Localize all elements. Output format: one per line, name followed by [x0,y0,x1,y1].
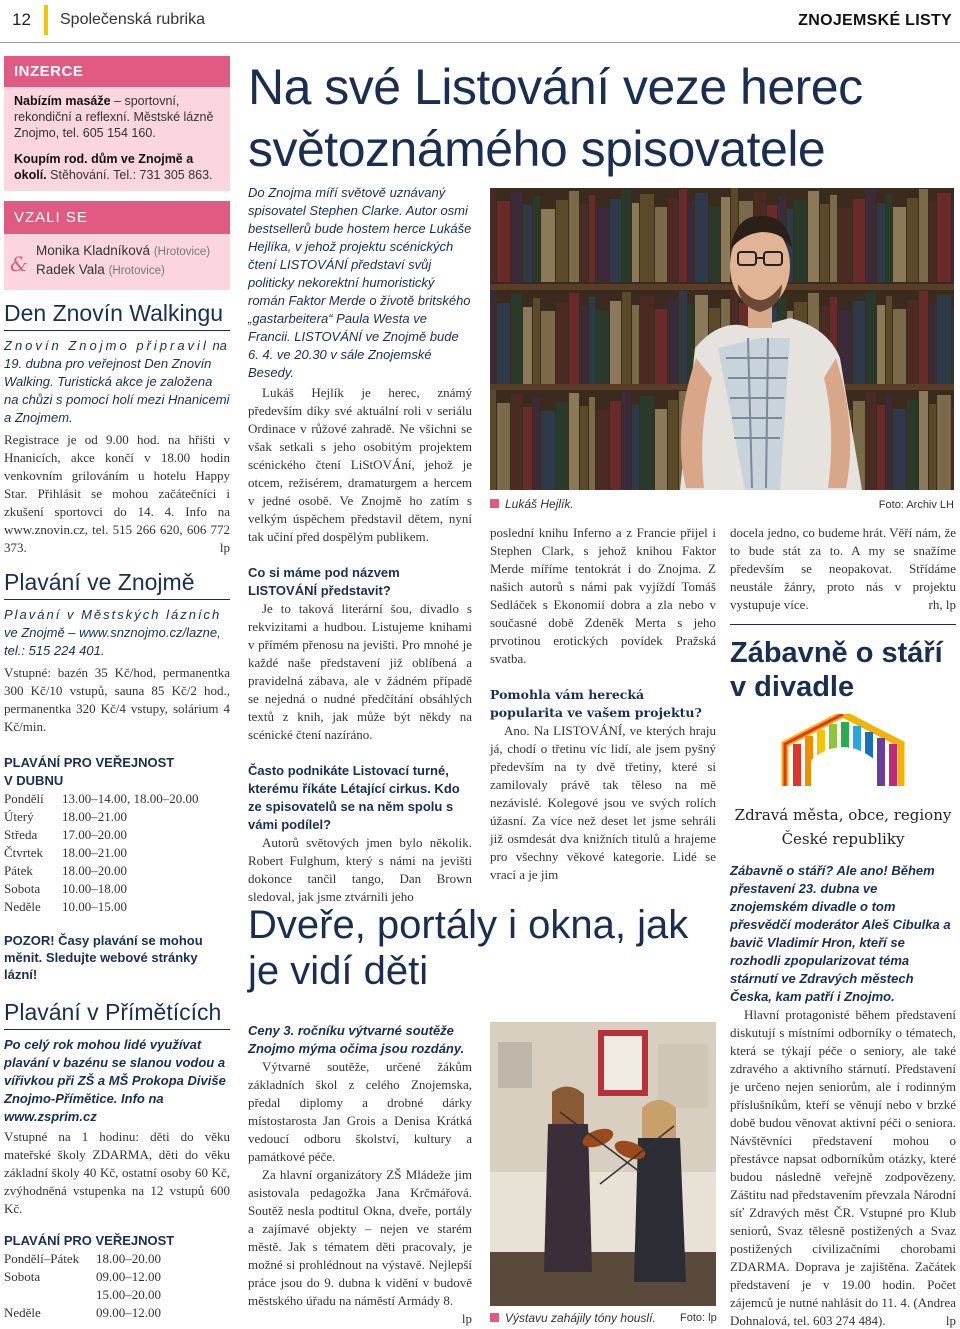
schedule-row: Středa 17.00–20.00 [4,827,127,842]
book-spine [655,207,667,282]
zabavne-lead: Zábavně o stáří? Ale ano! Během přestavení 23. dubna ve znojemském divadle o tom přesvědčí moderátor Aleš Cibulka a bavič Vladimír Hron, kteří se rozhodli zpopularizovat téma stárnutí ve Zdravých městech Česka, kam patří i Znojmo. [730,863,951,1004]
book-spine [610,301,621,384]
book-spine [511,394,522,490]
book-spine [523,307,532,384]
book-spine [655,309,667,384]
ampersand-icon: & [10,252,28,276]
schedule-row: Sobota 09.00–12.00 [4,1269,161,1284]
book-spine [893,207,906,282]
book-spine [808,191,819,282]
book-spine [490,290,496,384]
article1-column-2 [490,524,716,884]
book-spine [794,200,807,282]
schedule-title: PLAVÁNÍ PRO VEŘEJNOST [4,1233,175,1248]
healthy-cities-logo [730,714,956,854]
book-spine [640,396,654,490]
vzali-se-heading: VZALI SE [4,201,230,234]
rubric-title: Společenská rubrika [60,11,205,28]
book-spine [533,298,540,384]
caption-marker-icon [490,499,499,508]
book-spine [497,303,510,384]
book-spine [541,209,555,282]
zabavne-text [730,862,956,1329]
book-spine [919,189,928,282]
book-spine [877,305,885,384]
article1-title: Na své Listování veze herec světoznámého spisovatele [248,59,863,177]
book-spine [569,191,579,282]
book-spine [580,306,588,384]
article2-title: Dveře, portály i okna, jak je vidí děti [248,903,689,993]
book-spine [893,309,906,384]
book-spine [695,193,708,282]
interview-question: Co si máme pod názvem LISTOVÁNÍ představit? [248,565,400,598]
book-spine [569,293,579,384]
book-spine [886,296,892,384]
book-spine [838,208,852,282]
article1-paragraph: poslední knihu Inferno a z Francie přijel i Stephen Clark, s jehož knihou Faktor Merde míříme tentokrát i do Znojma. Z našich autorů s námi pak vyjíždí Tomáš Sedláček s Ekonomií dobra a zla nebo v současné době Zdeněk Merta s jeho prvotinou erotických povídek Pražská svatba. [490,525,716,666]
book-spine [622,190,631,282]
schedule-title: PLAVÁNÍ PRO VEŘEJNOST V DUBNU [4,755,175,788]
book-spine [937,295,951,384]
couple-person: Radek Vala (Hrotovice) [36,262,165,277]
book-spine [497,201,510,282]
book-spine [830,195,837,282]
book-spine [556,302,568,384]
book-spine [589,195,595,282]
book-spine [533,196,540,282]
book-spine [655,409,667,490]
schedule-row: 15.00–20.00 [96,1287,161,1302]
book-spine [820,204,829,282]
book-spine [866,190,876,282]
caption-marker-icon [490,1313,499,1322]
schedule-row: Pondělí 13.00–14.00, 18.00–20.00 [4,791,199,806]
section-rule [4,330,230,331]
article1-lead: Do Znojma míří světově uznávaný spisovatel Stephen Clarke. Autor osmi bestsellerů bude hostem herce Lukáše Hejlíka, v jehož projektu scénických čtení LISTOVÁNÍ představí svůj politicky nekorektní humoristický román Faktor Merde o životě britského „gastarbeitera“ Paula Westa ve Francii. LISTOVÁNÍ ve Znojmě bude 6. 4. ve 20.30 v sále Znojemské Besedy. [248,185,472,380]
book-spine [589,297,595,384]
plavani-primetice-heading: Plavání v Přímětících [4,999,222,1025]
primetice-lead: Po celý rok mohou lidé využívat plavání v bazénu se slanou vodou a vířivkou při ZŠ a MŠ Prokopa Diviše Znojmo-Přímětice. Info na www.zsprim.cz [4,1037,226,1124]
book-spine [511,192,522,282]
page-number: 12 [12,10,31,29]
book-spine [853,301,865,384]
article1-column [248,184,472,906]
article2-paragraph: Výtvarné soutěže, určené žákům základních škol z celého Znojemska, předal diplomy a drobné dárky místostarosta Jan Grois a Denisa Krátká vedoucí odboru školství, kultury a památkové péče. [248,1059,472,1164]
book-spine [610,401,621,490]
vzali-se-box [4,234,230,290]
book-spine [569,393,579,490]
book-spine [497,403,510,490]
article2-paragraph: Za hlavní organizátory ZŠ Mládeže jim asistovala pedagožka Jana Krčmářová. Soutěž nesla podtitul Okna, dveře, portály a zajímavé objekty – nejen ve starém městě. Jak s tématem děti pracovaly, je možné si prohlédnout na výstavě. Nejlepší práce jsou do 9. dubna k vidění v budově městského úřadu na náměstí Armády 8. lp [248,1167,472,1326]
book-spine [907,198,918,282]
header-rule [0,42,960,43]
book-spine [937,395,951,490]
schedule-row: Čtvrtek 18.00–21.00 [4,845,127,860]
book-spine [490,188,496,282]
article2-lead: Ceny 3. ročníku výtvarné soutěže Znojmo mýma očima jsou rozdány. [248,1023,465,1056]
book-spine [511,294,522,384]
article1-paragraph: Je to taková literární šou, divadlo s rekvizitami a hudbou. Listujeme knihami v přímém přenosu na jevišti. Pro mnohé je každé naše představení již oblíbená a pravidelná zábava, ale v žádném případě se nejedná o nudné předčítání obsáhlých textů z knih, jak může být někdy na scénické čtení nazíráno. [248,601,472,742]
section-rule [730,624,956,625]
book-spine [952,308,954,384]
book-spine [688,202,694,282]
schedule-row: Pondělí–Pátek 18.00–20.00 [4,1251,161,1266]
book-spine [679,189,687,282]
couple-person: Monika Kladníková (Hrotovice) [36,243,211,258]
book-spine [640,194,654,282]
book-spine [668,300,678,384]
article1-paragraph: Lukáš Hejlík je herec, známý především díky své aktuální roli v seriálu Ordinace v růžové zahradě. Ne všichni se však setkali s jeho osobitým projektem scénického čtení LiStOVÁní, jehož je otcem, režisérem, dramaturgem a hercem v jedné osobě. Ve Znojmě ho zatím s velkým úspěchem představil dětem, nyní tak učiní před dospělým publikem. [248,385,472,544]
book-spine [952,408,954,490]
book-spine [721,197,730,282]
walking-heading: Den Znovín Walkingu [4,300,224,326]
left-column [4,56,230,1322]
book-spine [929,202,936,282]
article1-paragraph: Autorů světových jmen bylo několik. Robert Fulghum, který s námi na jevišti dokonce tančil tango, Dan Brown sledoval, jak jsme ztvárnili jeho [248,835,472,904]
book-spine [886,194,892,282]
book-spine [533,398,540,490]
book-spine [866,392,876,490]
logo-line-2: České republiky [781,830,905,848]
book-spine [580,204,588,282]
ad-item [14,151,220,183]
header-accent-bar [44,5,48,35]
book-spine [709,206,720,282]
photo-credit: Foto: lp [680,1312,717,1324]
book-spine [541,411,555,490]
section-rule [4,1029,230,1030]
plavani-znojmo-heading: Plavání ve Znojmě [4,569,195,595]
book-spine [929,304,936,384]
book-spine [937,193,951,282]
book-spine [907,400,918,490]
plavani-lead: Plavání v Městských lázních ve Znojmě – www.snznojmo.cz/lazne, tel.: 515 224 401. [4,607,222,658]
book-spine [632,203,639,282]
book-spine [877,405,885,490]
book-spine [580,406,588,490]
book-spine [610,199,621,282]
book-spine [596,310,609,384]
book-spine [668,400,678,490]
walking-lead: Znovín Znojmo připravil na 19. dubna pro veřejnost Den Znovín Walking. Turistická akce je založena na chůzi s pomocí holí mezi Hnanicemi a Znojmem. [4,338,230,425]
book-spine [679,291,687,384]
interview-question: Často podnikáte Listovací turné, kterému říkáte Létající cirkus. Kdo ze spisovatelů se na něm spolu s vámi podílel? [248,763,460,832]
ad-text: – sportovní, rekondiční a reflexní. Městské lázně Znojmo, tel. 605 154 160. [14,94,214,140]
book-spine [596,410,609,490]
zabavne-title: Zábavně o stáří v divadle [730,637,943,703]
book-spine [929,404,936,490]
pool-warning: POZOR! Časy plavání se mohou měnit. Sledujte webové stránky lázní! [4,933,203,982]
book-spine [952,206,954,282]
book-spine [622,292,631,384]
plavani-body: Vstupné: bazén 35 Kč/hod, permanentka 300 Kč/10 vstupů, sauna 85 Kč/2 hod., permanentka 320 Kč/4 vstupy, solárium 4 Kč/min. [4,665,230,734]
ad-item [14,93,220,141]
photo-caption: Výstavu zahájily tóny houslí. [490,1311,656,1325]
section-rule [4,599,230,600]
photo-credit: Foto: Archiv LH [878,499,954,511]
inzerce-heading: INZERCE [4,56,230,87]
schedule-table [4,1250,230,1322]
ad-bold: Koupím rod. dům ve Znojmě a okolí. [14,152,194,182]
book-spine [853,199,865,282]
zabavne-body: Hlavní protagonisté během představení diskutují s místními odborníky o tématech, která se týkají péče o seniory, ale také zdravého a aktivního stárnutí. Představení je určeno nejen seniorům, ale i rodinným příslušníkům, kteří se věnují nebo v brzké době budou věnovat aktivní péči o seniora. Návštěvníci představení mohou o přestávce napsat odborníkům otázky, které budou následně veřejně zodpovězeny. Záštitu nad představením převzala Národní síť Zdravých měst ČR. Vstupné pro Klub seniorů, Svaz tělesně postižených a Svaz postižených civilizačními chorobami ZDARMA. Doprava je zajištěna. Začátek představení je v 19.00 hodin. Počet zájemců je nutné nahlásit do 11. 4. (Andrea Dohnalová, tel. 603 274 484). lp [730,1007,956,1328]
book-spine [632,305,639,384]
bookshelf-portrait-image [490,188,954,490]
photo-lukas-hejlik [490,188,954,490]
walking-body: Registrace je od 9.00 hod. na hřišti v Hnanicích, akce končí v 18.00 hodin venkovním grilováním u hotelu Happy Star. Přihlásit se mohou začátečníci i zkušení sportovci do 14. 4. Info na www.znovin.cz, tel. 515 266 620, 606 772 373. lp [4,432,230,555]
schedule-row: Úterý 18.00–21.00 [4,809,127,824]
book-spine [523,407,532,490]
schedule-row: Neděle 10.00–15.00 [4,899,127,914]
book-spine [907,300,918,384]
book-spine [632,405,639,490]
schedule-row: Sobota 10.00–18.00 [4,881,127,896]
book-spine [490,390,496,490]
book-spine [877,203,885,282]
paper-name: ZNOJEMSKÉ LISTY [798,12,952,29]
article1-paragraph: docela jedno, co budeme hrát. Věří nám, že to bude stát za to. A my se snažíme především se neopakovat. Střídáme neustále žánry, proto nás v projektu vystupuje více. rh, lp [730,525,956,612]
schedule-row: Pátek 18.00–20.00 [4,863,127,878]
violin-girls-image [490,1022,716,1306]
schedule-table [4,790,230,916]
book-spine [556,200,568,282]
book-spine [668,198,678,282]
book-spine [541,311,555,384]
inzerce-box [4,87,230,191]
article1-column-3 [730,524,956,614]
article2-column [248,1022,472,1328]
book-spine [919,291,928,384]
book-spine [866,292,876,384]
book-spine [893,409,906,490]
book-spine [886,396,892,490]
book-spine [919,391,928,490]
photo-caption: Lukáš Hejlík. [490,497,954,511]
book-spine [640,296,654,384]
healthy-cities-emblem [730,714,956,854]
book-spine [589,397,595,490]
book-spine [596,208,609,282]
book-spine [556,402,568,490]
article1-paragraph: Ano. Na LISTOVÁNÍ, ve kterých hraju já, chodí o třetinu víc lidí, ale jsem pyšný především na ty dvě třetiny, které si zamilovaly právě tak těleso na mě nezávislé. Kolegové jsou ve svých rolích úžasní. Za více než deset let jsme sehráli již osmdesát dva knižních titulů a hrajeme pro všechny věkové kategorie. Lidé se vrací a je jim [490,723,716,882]
interview-question: Pomohla vám herecká popularita ve vašem projektu? [490,687,702,720]
schedule-row: Neděle 09.00–12.00 [4,1305,161,1320]
book-spine [523,205,532,282]
ad-text: Stěhování. Tel.: 731 305 863. [46,168,213,182]
primetice-body: Vstupné na 1 hodinu: děti do věku mateřské školy ZDARMA, děti do věku základní školy 40 Kč, ostatní osoby 60 Kč, zvýhodněná vstupenka na 12 vstupů 600 Kč. [4,1129,230,1216]
ad-bold: Nabízím masáže [14,94,111,108]
photo-violinists [490,1022,716,1306]
book-spine [622,392,631,490]
logo-line-1: Zdravá města, obce, regiony [734,806,952,824]
